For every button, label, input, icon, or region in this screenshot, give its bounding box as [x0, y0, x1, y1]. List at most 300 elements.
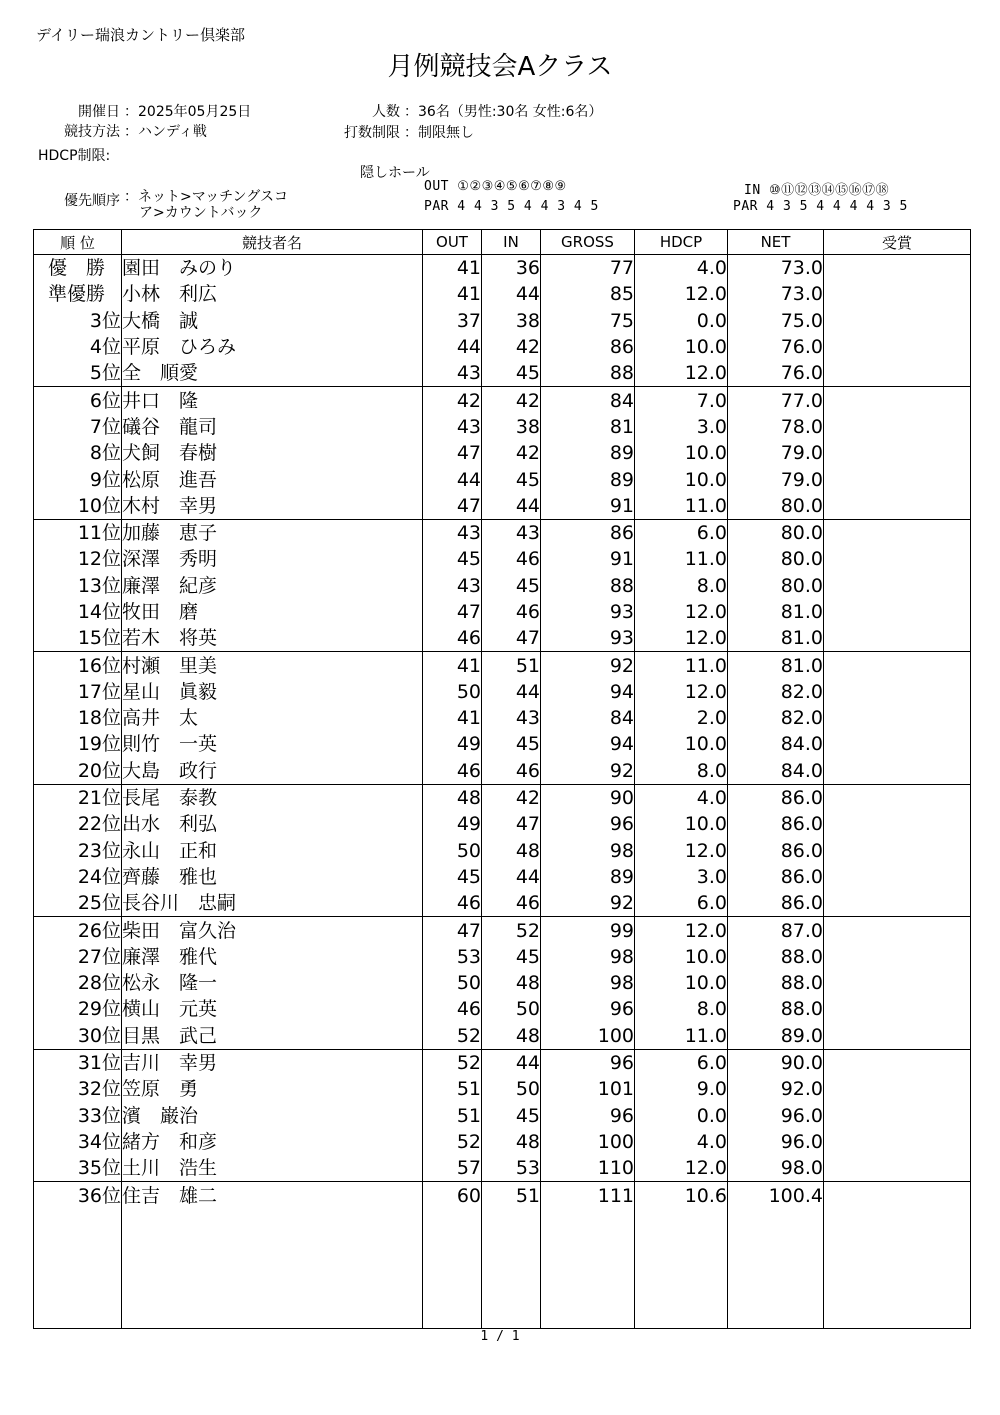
cell-in: 42 — [482, 387, 541, 414]
cell-award — [824, 970, 971, 996]
cell-hdcp: 11.0 — [635, 1023, 728, 1050]
cell-net: 90.0 — [728, 1049, 824, 1076]
cell-out: 47 — [423, 440, 482, 466]
cell-name: 犬飼 春樹 — [122, 440, 423, 466]
cell-rank: 3位 — [34, 308, 122, 334]
cell-in: 50 — [482, 996, 541, 1022]
cell-gross: 88 — [541, 573, 635, 599]
cell-gross: 111 — [541, 1182, 635, 1209]
cell-hdcp: 12.0 — [635, 625, 728, 652]
cell-net: 82.0 — [728, 705, 824, 731]
cell-gross: 81 — [541, 414, 635, 440]
table-row — [34, 970, 971, 996]
cell-net: 86.0 — [728, 890, 824, 917]
cell-rank: 23位 — [34, 838, 122, 864]
cell-net: 98.0 — [728, 1155, 824, 1182]
results-table — [33, 229, 971, 1329]
cell-rank: 30位 — [34, 1023, 122, 1050]
table-row — [34, 1155, 971, 1182]
cell-out: 41 — [423, 281, 482, 307]
table-row — [34, 255, 971, 282]
cell-out: 46 — [423, 625, 482, 652]
cell-gross: 84 — [541, 387, 635, 414]
table-row — [34, 864, 971, 890]
cell-hdcp: 12.0 — [635, 360, 728, 387]
players-label: 人数 — [372, 104, 400, 120]
cell-award — [824, 758, 971, 785]
in-holes: IN ⑩⑪⑫⑬⑭⑮⑯⑰⑱ — [744, 183, 890, 198]
cell-award — [824, 811, 971, 837]
table-row — [34, 679, 971, 705]
table-row — [34, 890, 971, 917]
cell-out: 44 — [423, 334, 482, 360]
cell-in: 45 — [482, 1103, 541, 1129]
cell-net: 80.0 — [728, 493, 824, 520]
cell-hdcp: 8.0 — [635, 573, 728, 599]
empty-cell — [824, 1209, 971, 1329]
club-name: デイリー瑞浪カントリー倶楽部 — [36, 26, 245, 44]
cell-hdcp: 11.0 — [635, 493, 728, 520]
cell-hdcp: 10.0 — [635, 944, 728, 970]
cell-name: 深澤 秀明 — [122, 546, 423, 572]
cell-gross: 92 — [541, 890, 635, 917]
cell-out: 47 — [423, 917, 482, 944]
cell-rank: 27位 — [34, 944, 122, 970]
cell-in: 47 — [482, 625, 541, 652]
cell-rank: 11位 — [34, 519, 122, 546]
cell-name: 村瀬 里美 — [122, 652, 423, 679]
cell-rank: 19位 — [34, 731, 122, 757]
table-row — [34, 917, 971, 944]
cell-hdcp: 2.0 — [635, 705, 728, 731]
cell-name: 若木 将英 — [122, 625, 423, 652]
cell-rank: 21位 — [34, 784, 122, 811]
in-par: PAR 4 3 5 4 4 4 4 3 5 — [733, 199, 908, 214]
cell-rank: 28位 — [34, 970, 122, 996]
cell-name: 大橋 誠 — [122, 308, 423, 334]
table-row — [34, 784, 971, 811]
cell-award — [824, 679, 971, 705]
cell-out: 41 — [423, 705, 482, 731]
cell-net: 88.0 — [728, 944, 824, 970]
cell-net: 87.0 — [728, 917, 824, 944]
cell-award — [824, 890, 971, 917]
cell-rank: 29位 — [34, 996, 122, 1022]
cell-gross: 98 — [541, 838, 635, 864]
cell-award — [824, 625, 971, 652]
cell-gross: 88 — [541, 360, 635, 387]
cell-net: 76.0 — [728, 360, 824, 387]
table-row — [34, 705, 971, 731]
cell-rank: 15位 — [34, 625, 122, 652]
table-row — [34, 1103, 971, 1129]
cell-out: 50 — [423, 679, 482, 705]
cell-rank: 31位 — [34, 1049, 122, 1076]
empty-cell — [482, 1209, 541, 1329]
cell-out: 41 — [423, 255, 482, 282]
table-row — [34, 493, 971, 520]
cell-rank: 25位 — [34, 890, 122, 917]
table-row — [34, 1129, 971, 1155]
cell-award — [824, 838, 971, 864]
cell-gross: 98 — [541, 944, 635, 970]
cell-name: 出水 利弘 — [122, 811, 423, 837]
cell-rank: 32位 — [34, 1076, 122, 1102]
cell-rank: 6位 — [34, 387, 122, 414]
cell-rank: 12位 — [34, 546, 122, 572]
cell-in: 44 — [482, 281, 541, 307]
cell-hdcp: 12.0 — [635, 838, 728, 864]
cell-in: 51 — [482, 1182, 541, 1209]
empty-cell — [34, 1209, 122, 1329]
cell-award — [824, 944, 971, 970]
cell-gross: 101 — [541, 1076, 635, 1102]
cell-name: 濱 巌治 — [122, 1103, 423, 1129]
cell-hdcp: 6.0 — [635, 519, 728, 546]
cell-award — [824, 1129, 971, 1155]
cell-net: 86.0 — [728, 811, 824, 837]
cell-out: 43 — [423, 573, 482, 599]
cell-rank: 17位 — [34, 679, 122, 705]
cell-out: 52 — [423, 1129, 482, 1155]
out-par: PAR 4 4 3 5 4 4 3 4 5 — [424, 199, 599, 214]
cell-gross: 100 — [541, 1129, 635, 1155]
table-row — [34, 1049, 971, 1076]
cell-gross: 89 — [541, 466, 635, 492]
cell-gross: 94 — [541, 679, 635, 705]
cell-name: 永山 正和 — [122, 838, 423, 864]
cell-award — [824, 864, 971, 890]
cell-name: 吉川 幸男 — [122, 1049, 423, 1076]
cell-net: 73.0 — [728, 281, 824, 307]
cell-rank: 準優勝 — [34, 281, 122, 307]
cell-gross: 100 — [541, 1023, 635, 1050]
cell-in: 47 — [482, 811, 541, 837]
cell-gross: 94 — [541, 731, 635, 757]
cell-rank: 24位 — [34, 864, 122, 890]
hdcp-limit-label: HDCP制限: — [38, 148, 111, 164]
cell-gross: 96 — [541, 1103, 635, 1129]
table-row — [34, 758, 971, 785]
cell-in: 46 — [482, 890, 541, 917]
cell-net: 96.0 — [728, 1129, 824, 1155]
cell-award — [824, 917, 971, 944]
cell-rank: 8位 — [34, 440, 122, 466]
cell-name: 廉澤 紀彦 — [122, 573, 423, 599]
cell-hdcp: 4.0 — [635, 784, 728, 811]
cell-in: 45 — [482, 731, 541, 757]
limit-label: 打数制限 — [344, 125, 400, 141]
cell-in: 46 — [482, 599, 541, 625]
cell-gross: 91 — [541, 546, 635, 572]
table-row — [34, 519, 971, 546]
cell-name: 齊藤 雅也 — [122, 864, 423, 890]
cell-out: 44 — [423, 466, 482, 492]
cell-gross: 90 — [541, 784, 635, 811]
cell-in: 51 — [482, 652, 541, 679]
cell-out: 46 — [423, 996, 482, 1022]
cell-out: 49 — [423, 731, 482, 757]
cell-net: 86.0 — [728, 784, 824, 811]
cell-name: 平原 ひろみ — [122, 334, 423, 360]
cell-in: 48 — [482, 838, 541, 864]
cell-out: 47 — [423, 493, 482, 520]
out-holes: OUT ①②③④⑤⑥⑦⑧⑨ — [424, 179, 567, 194]
cell-net: 78.0 — [728, 414, 824, 440]
cell-out: 43 — [423, 519, 482, 546]
cell-out: 53 — [423, 944, 482, 970]
table-filler-row — [34, 1209, 971, 1329]
cell-hdcp: 8.0 — [635, 996, 728, 1022]
cell-in: 45 — [482, 573, 541, 599]
col-in: IN — [482, 230, 541, 255]
priority-line2: ア>カウントバック — [139, 205, 263, 221]
empty-cell — [541, 1209, 635, 1329]
cell-in: 50 — [482, 1076, 541, 1102]
cell-gross: 92 — [541, 652, 635, 679]
table-row — [34, 838, 971, 864]
cell-in: 48 — [482, 1129, 541, 1155]
cell-hdcp: 9.0 — [635, 1076, 728, 1102]
cell-gross: 99 — [541, 917, 635, 944]
table-row — [34, 573, 971, 599]
cell-gross: 110 — [541, 1155, 635, 1182]
priority-line1: ネット>マッチングスコ — [138, 189, 289, 205]
cell-hdcp: 6.0 — [635, 890, 728, 917]
cell-hdcp: 3.0 — [635, 864, 728, 890]
cell-net: 86.0 — [728, 838, 824, 864]
table-row — [34, 360, 971, 387]
cell-net: 84.0 — [728, 731, 824, 757]
cell-hdcp: 12.0 — [635, 599, 728, 625]
cell-hdcp: 11.0 — [635, 546, 728, 572]
players-value: 36名（男性:30名 女性:6名） — [418, 104, 603, 120]
cell-out: 49 — [423, 811, 482, 837]
cell-in: 43 — [482, 705, 541, 731]
cell-name: 加藤 恵子 — [122, 519, 423, 546]
cell-gross: 91 — [541, 493, 635, 520]
cell-out: 37 — [423, 308, 482, 334]
cell-award — [824, 360, 971, 387]
cell-name: 住吉 雄二 — [122, 1182, 423, 1209]
cell-award — [824, 255, 971, 282]
cell-gross: 84 — [541, 705, 635, 731]
cell-net: 84.0 — [728, 758, 824, 785]
cell-hdcp: 10.6 — [635, 1182, 728, 1209]
cell-name: 則竹 一英 — [122, 731, 423, 757]
cell-gross: 85 — [541, 281, 635, 307]
cell-rank: 16位 — [34, 652, 122, 679]
limit-value: 制限無し — [418, 125, 474, 141]
cell-in: 42 — [482, 440, 541, 466]
table-header — [34, 230, 971, 255]
cell-net: 76.0 — [728, 334, 824, 360]
cell-net: 73.0 — [728, 255, 824, 282]
cell-name: 星山 眞毅 — [122, 679, 423, 705]
cell-hdcp: 12.0 — [635, 1155, 728, 1182]
cell-out: 60 — [423, 1182, 482, 1209]
cell-name: 松原 進吾 — [122, 466, 423, 492]
cell-in: 43 — [482, 519, 541, 546]
col-name: 競技者名 — [122, 230, 423, 255]
cell-hdcp: 3.0 — [635, 414, 728, 440]
cell-net: 80.0 — [728, 519, 824, 546]
cell-award — [824, 1023, 971, 1050]
cell-award — [824, 1049, 971, 1076]
cell-name: 高井 太 — [122, 705, 423, 731]
cell-award — [824, 334, 971, 360]
cell-rank: 優 勝 — [34, 255, 122, 282]
cell-hdcp: 12.0 — [635, 679, 728, 705]
cell-hdcp: 10.0 — [635, 811, 728, 837]
cell-hdcp: 7.0 — [635, 387, 728, 414]
cell-award — [824, 440, 971, 466]
cell-out: 52 — [423, 1023, 482, 1050]
cell-net: 100.4 — [728, 1182, 824, 1209]
method-value: ハンディ戦 — [138, 124, 207, 140]
table-row — [34, 414, 971, 440]
cell-net: 80.0 — [728, 573, 824, 599]
cell-net: 79.0 — [728, 440, 824, 466]
cell-gross: 96 — [541, 811, 635, 837]
cell-hdcp: 12.0 — [635, 917, 728, 944]
cell-award — [824, 466, 971, 492]
cell-award — [824, 784, 971, 811]
cell-award — [824, 308, 971, 334]
cell-name: 横山 元英 — [122, 996, 423, 1022]
cell-out: 51 — [423, 1076, 482, 1102]
cell-in: 44 — [482, 1049, 541, 1076]
cell-rank: 34位 — [34, 1129, 122, 1155]
col-net: NET — [728, 230, 824, 255]
date-value: 2025年05月25日 — [138, 104, 252, 120]
cell-in: 45 — [482, 360, 541, 387]
cell-award — [824, 731, 971, 757]
cell-out: 47 — [423, 599, 482, 625]
table-row — [34, 308, 971, 334]
cell-rank: 33位 — [34, 1103, 122, 1129]
cell-hdcp: 6.0 — [635, 1049, 728, 1076]
table-row — [34, 387, 971, 414]
cell-in: 44 — [482, 864, 541, 890]
cell-out: 46 — [423, 758, 482, 785]
cell-award — [824, 1182, 971, 1209]
cell-name: 全 順愛 — [122, 360, 423, 387]
hidden-holes-label: 隠しホール — [360, 165, 430, 181]
table-row — [34, 1023, 971, 1050]
cell-hdcp: 10.0 — [635, 334, 728, 360]
cell-net: 80.0 — [728, 546, 824, 572]
cell-net: 79.0 — [728, 466, 824, 492]
col-gross: GROSS — [541, 230, 635, 255]
cell-in: 48 — [482, 970, 541, 996]
cell-out: 45 — [423, 546, 482, 572]
cell-gross: 96 — [541, 1049, 635, 1076]
cell-out: 52 — [423, 1049, 482, 1076]
cell-hdcp: 10.0 — [635, 466, 728, 492]
cell-gross: 77 — [541, 255, 635, 282]
cell-award — [824, 546, 971, 572]
cell-rank: 22位 — [34, 811, 122, 837]
cell-gross: 96 — [541, 996, 635, 1022]
cell-out: 46 — [423, 890, 482, 917]
cell-net: 81.0 — [728, 625, 824, 652]
cell-out: 57 — [423, 1155, 482, 1182]
cell-in: 42 — [482, 334, 541, 360]
cell-out: 50 — [423, 970, 482, 996]
empty-cell — [635, 1209, 728, 1329]
cell-name: 井口 隆 — [122, 387, 423, 414]
table-row — [34, 281, 971, 307]
cell-name: 小林 利広 — [122, 281, 423, 307]
cell-rank: 10位 — [34, 493, 122, 520]
table-row — [34, 1076, 971, 1102]
empty-cell — [728, 1209, 824, 1329]
cell-out: 43 — [423, 360, 482, 387]
table-row — [34, 731, 971, 757]
cell-hdcp: 10.0 — [635, 440, 728, 466]
cell-in: 45 — [482, 944, 541, 970]
cell-gross: 93 — [541, 625, 635, 652]
cell-hdcp: 4.0 — [635, 1129, 728, 1155]
cell-award — [824, 1103, 971, 1129]
table-row — [34, 1182, 971, 1209]
cell-name: 長尾 泰教 — [122, 784, 423, 811]
cell-hdcp: 10.0 — [635, 731, 728, 757]
col-hdcp: HDCP — [635, 230, 728, 255]
col-rank: 順 位 — [34, 230, 122, 255]
cell-in: 44 — [482, 493, 541, 520]
cell-in: 46 — [482, 546, 541, 572]
cell-net: 89.0 — [728, 1023, 824, 1050]
cell-rank: 26位 — [34, 917, 122, 944]
cell-award — [824, 652, 971, 679]
cell-award — [824, 599, 971, 625]
cell-hdcp: 0.0 — [635, 1103, 728, 1129]
cell-gross: 89 — [541, 864, 635, 890]
cell-in: 52 — [482, 917, 541, 944]
cell-gross: 86 — [541, 334, 635, 360]
cell-hdcp: 4.0 — [635, 255, 728, 282]
col-out: OUT — [423, 230, 482, 255]
cell-in: 44 — [482, 679, 541, 705]
cell-net: 81.0 — [728, 599, 824, 625]
cell-rank: 18位 — [34, 705, 122, 731]
cell-out: 45 — [423, 864, 482, 890]
table-row — [34, 599, 971, 625]
empty-cell — [423, 1209, 482, 1329]
cell-in: 38 — [482, 308, 541, 334]
cell-award — [824, 573, 971, 599]
table-row — [34, 996, 971, 1022]
cell-hdcp: 12.0 — [635, 281, 728, 307]
table-row — [34, 811, 971, 837]
cell-rank: 9位 — [34, 466, 122, 492]
cell-rank: 4位 — [34, 334, 122, 360]
cell-hdcp: 8.0 — [635, 758, 728, 785]
cell-net: 86.0 — [728, 864, 824, 890]
cell-rank: 5位 — [34, 360, 122, 387]
cell-award — [824, 493, 971, 520]
cell-in: 45 — [482, 466, 541, 492]
cell-net: 96.0 — [728, 1103, 824, 1129]
cell-gross: 92 — [541, 758, 635, 785]
col-award: 受賞 — [824, 230, 971, 255]
cell-gross: 86 — [541, 519, 635, 546]
cell-out: 42 — [423, 387, 482, 414]
cell-name: 廉澤 雅代 — [122, 944, 423, 970]
cell-out: 50 — [423, 838, 482, 864]
